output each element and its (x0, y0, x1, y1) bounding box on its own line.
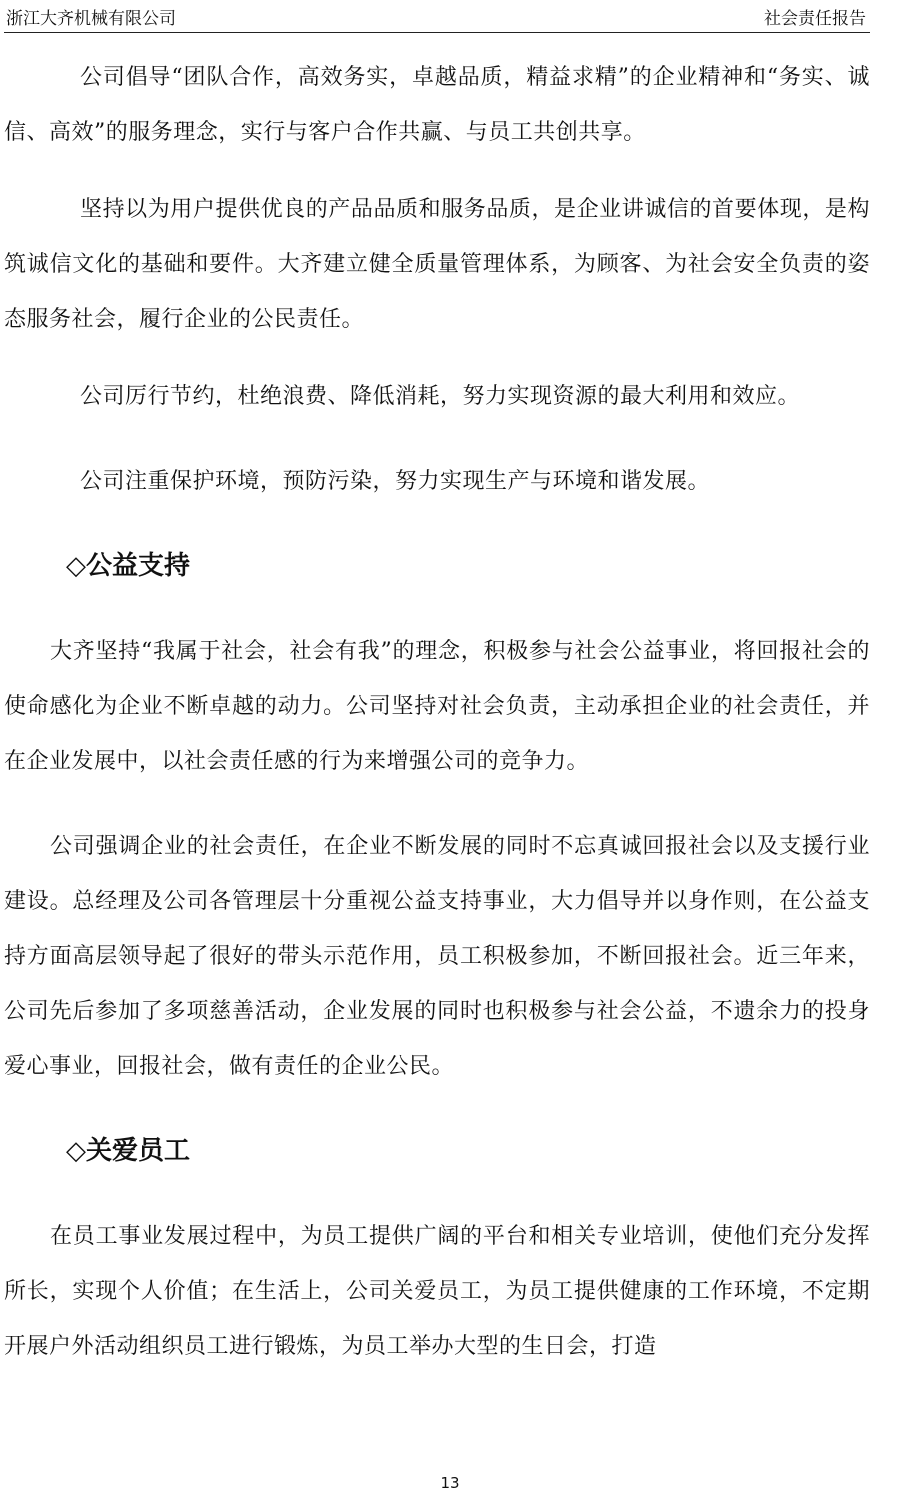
page-number: 13 (440, 1474, 460, 1492)
paragraph-social-philosophy: 大齐坚持“我属于社会，社会有我”的理念，积极参与社会公益事业，将回报社会的使命感化为企业不断卓越的动力。公司坚持对社会负责，主动承担企业的社会责任，并在企业发展中，以社会责任感的行为来增强公司的竞争力。 (4, 639, 870, 774)
paragraph-social-responsibility: 公司强调企业的社会责任，在企业不断发展的同时不忘真诚回报社会以及支援行业建设。总经理及公司各管理层十分重视公益支持事业，大力倡导并以身作则，在公益支持方面高层领导起了很好的带头示范作用，员工积极参加，不断回报社会。近三年来，公司先后参加了多项慈善活动，企业发展的同时也积极参与社会公益，不遗余力的投身爱心事业，回报社会，做有责任的企业公民。 (4, 834, 870, 1079)
section-heading-employee-care: ◇关爱员工 (66, 1136, 190, 1166)
header-company-name: 浙江大齐机械有限公司 (6, 9, 176, 29)
paragraph-quality-integrity: 坚持以为用户提供优良的产品品质和服务品质，是企业讲诚信的首要体现，是构筑诚信文化的基础和要件。大齐建立健全质量管理体系，为顾客、为社会安全负责的姿态服务社会，履行企业的公民责任。 (4, 197, 870, 332)
paragraph-economy: 公司厉行节约，杜绝浪费、降低消耗，努力实现资源的最大利用和效应。 (80, 384, 801, 409)
header-report-title: 社会责任报告 (764, 9, 866, 29)
section-heading-public-welfare: ◇公益支持 (66, 551, 190, 581)
paragraph-enterprise-spirit: 公司倡导“团队合作，高效务实，卓越品质，精益求精”的企业精神和“务实、诚信、高效”的服务理念，实行与客户合作共赢、与员工共创共享。 (4, 65, 870, 145)
paragraph-environment: 公司注重保护环境，预防污染，努力实现生产与环境和谐发展。 (80, 469, 711, 494)
page-header (4, 0, 870, 33)
paragraph-employee-development: 在员工事业发展过程中，为员工提供广阔的平台和相关专业培训，使他们充分发挥所长，实现个人价值；在生活上，公司关爱员工，为员工提供健康的工作环境，不定期开展户外活动组织员工进行锻炼，为员工举办大型的生日会，打造 (4, 1224, 870, 1359)
document-body (4, 50, 870, 1374)
